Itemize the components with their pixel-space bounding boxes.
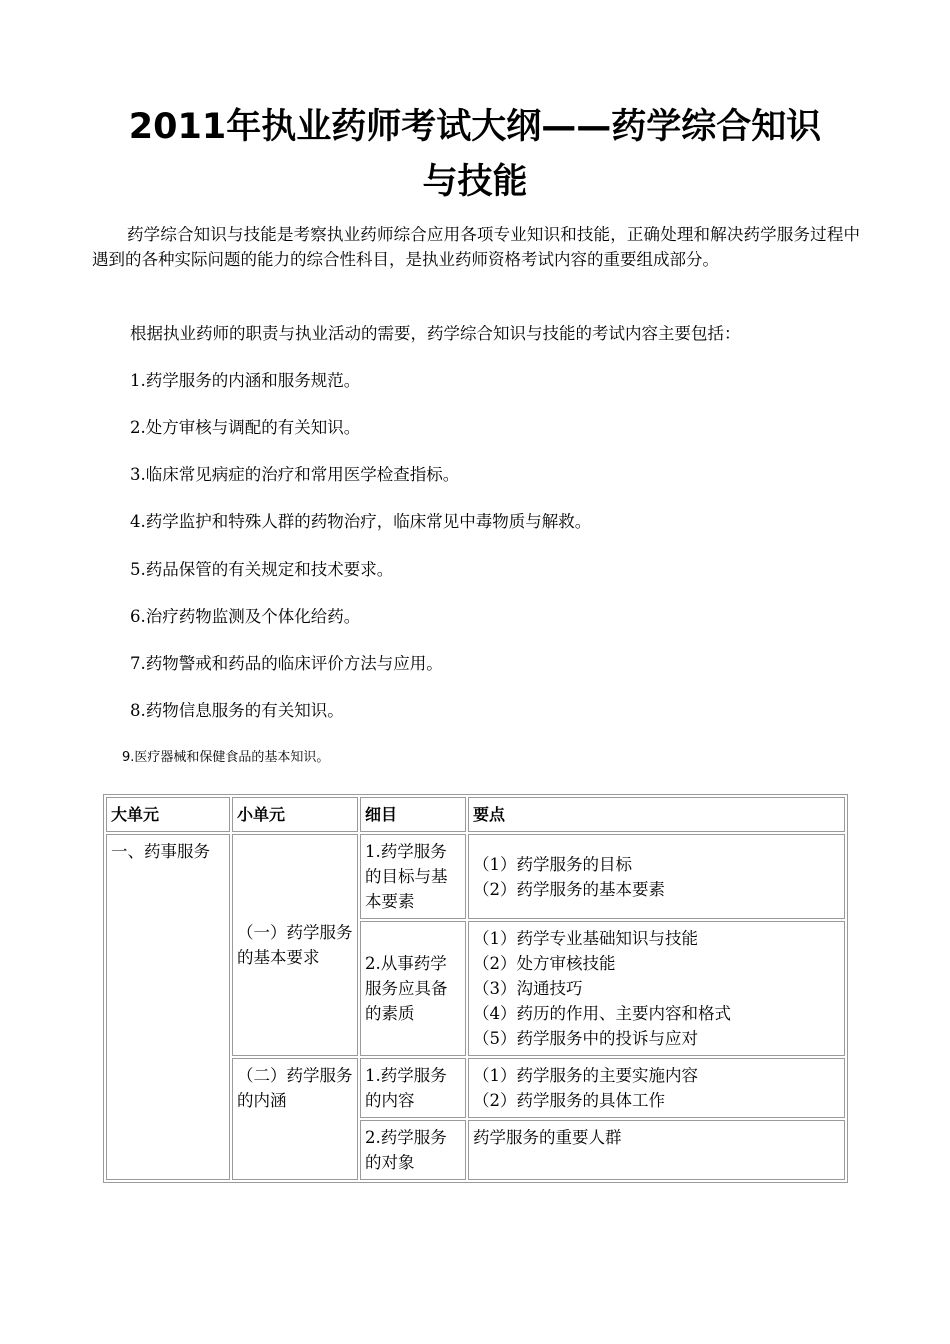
- table-row: [106, 834, 845, 919]
- document-title: [60, 100, 890, 210]
- detail-cell: 2.从事药学服务应具备的素质: [360, 921, 466, 1056]
- header-cell: 小单元: [232, 797, 358, 832]
- list-item: 9.医疗器械和保健食品的基本知识。: [122, 750, 330, 765]
- header-cell: 大单元: [106, 797, 230, 832]
- list-item: 3.临床常见病症的治疗和常用医学检查指标。: [130, 465, 460, 484]
- outline-table: [103, 794, 848, 1183]
- point-text: （1）药学服务的目标: [473, 854, 632, 874]
- point-text: （5）药学服务中的投诉与应对: [473, 1029, 698, 1048]
- minor-unit-cell: （一）药学服务的基本要求: [232, 834, 358, 1056]
- points-cell: [468, 834, 845, 919]
- detail-cell: 1.药学服务的内容: [360, 1058, 466, 1118]
- point-text: （2）药学服务的基本要素: [473, 879, 665, 899]
- title-line-1: 2011年执业药师考试大纲——药学综合知识: [128, 107, 822, 147]
- point-text: （1）药学服务的主要实施内容: [473, 1066, 698, 1085]
- point-text: （3）沟通技巧: [473, 979, 583, 998]
- title-line-2: 与技能: [422, 162, 528, 202]
- list-item: 1.药学服务的内涵和服务规范。: [130, 371, 361, 390]
- point-text: （1）药学专业基础知识与技能: [473, 929, 698, 948]
- point-text: （2）处方审核技能: [473, 954, 616, 973]
- lead-paragraph: 根据执业药师的职责与执业活动的需要，药学综合知识与技能的考试内容主要包括：: [130, 324, 741, 343]
- table-header-row: [106, 797, 845, 832]
- major-unit-cell: 一、药事服务: [106, 834, 230, 1180]
- detail-cell: 1.药学服务的目标与基本要素: [360, 834, 466, 919]
- list-item: 2.处方审核与调配的有关知识。: [130, 418, 361, 437]
- header-cell: 细目: [360, 797, 466, 832]
- point-text: （2）药学服务的具体工作: [473, 1091, 665, 1110]
- detail-cell: 2.药学服务的对象: [360, 1120, 466, 1180]
- list-item: 5.药品保管的有关规定和技术要求。: [130, 560, 394, 579]
- point-text: （4）药历的作用、主要内容和格式: [473, 1004, 731, 1023]
- points-cell: [468, 1058, 845, 1118]
- point-text: 药学服务的重要人群: [473, 1128, 622, 1147]
- minor-unit-cell: （二）药学服务的内涵: [232, 1058, 358, 1180]
- points-cell: [468, 921, 845, 1056]
- list-item: 6.治疗药物监测及个体化给药。: [130, 607, 361, 626]
- header-cell: 要点: [468, 797, 845, 832]
- intro-paragraph: 药学综合知识与技能是考察执业药师综合应用各项专业知识和技能，正确处理和解决药学服务过程中遇到的各种实际问题的能力的综合性科目，是执业药师资格考试内容的重要组成部分。: [92, 225, 860, 269]
- list-item: 4.药学监护和特殊人群的药物治疗，临床常见中毒物质与解救。: [130, 512, 592, 531]
- points-cell: [468, 1120, 845, 1180]
- list-item: 8.药物信息服务的有关知识。: [130, 701, 344, 720]
- list-item: 7.药物警戒和药品的临床评价方法与应用。: [130, 654, 443, 673]
